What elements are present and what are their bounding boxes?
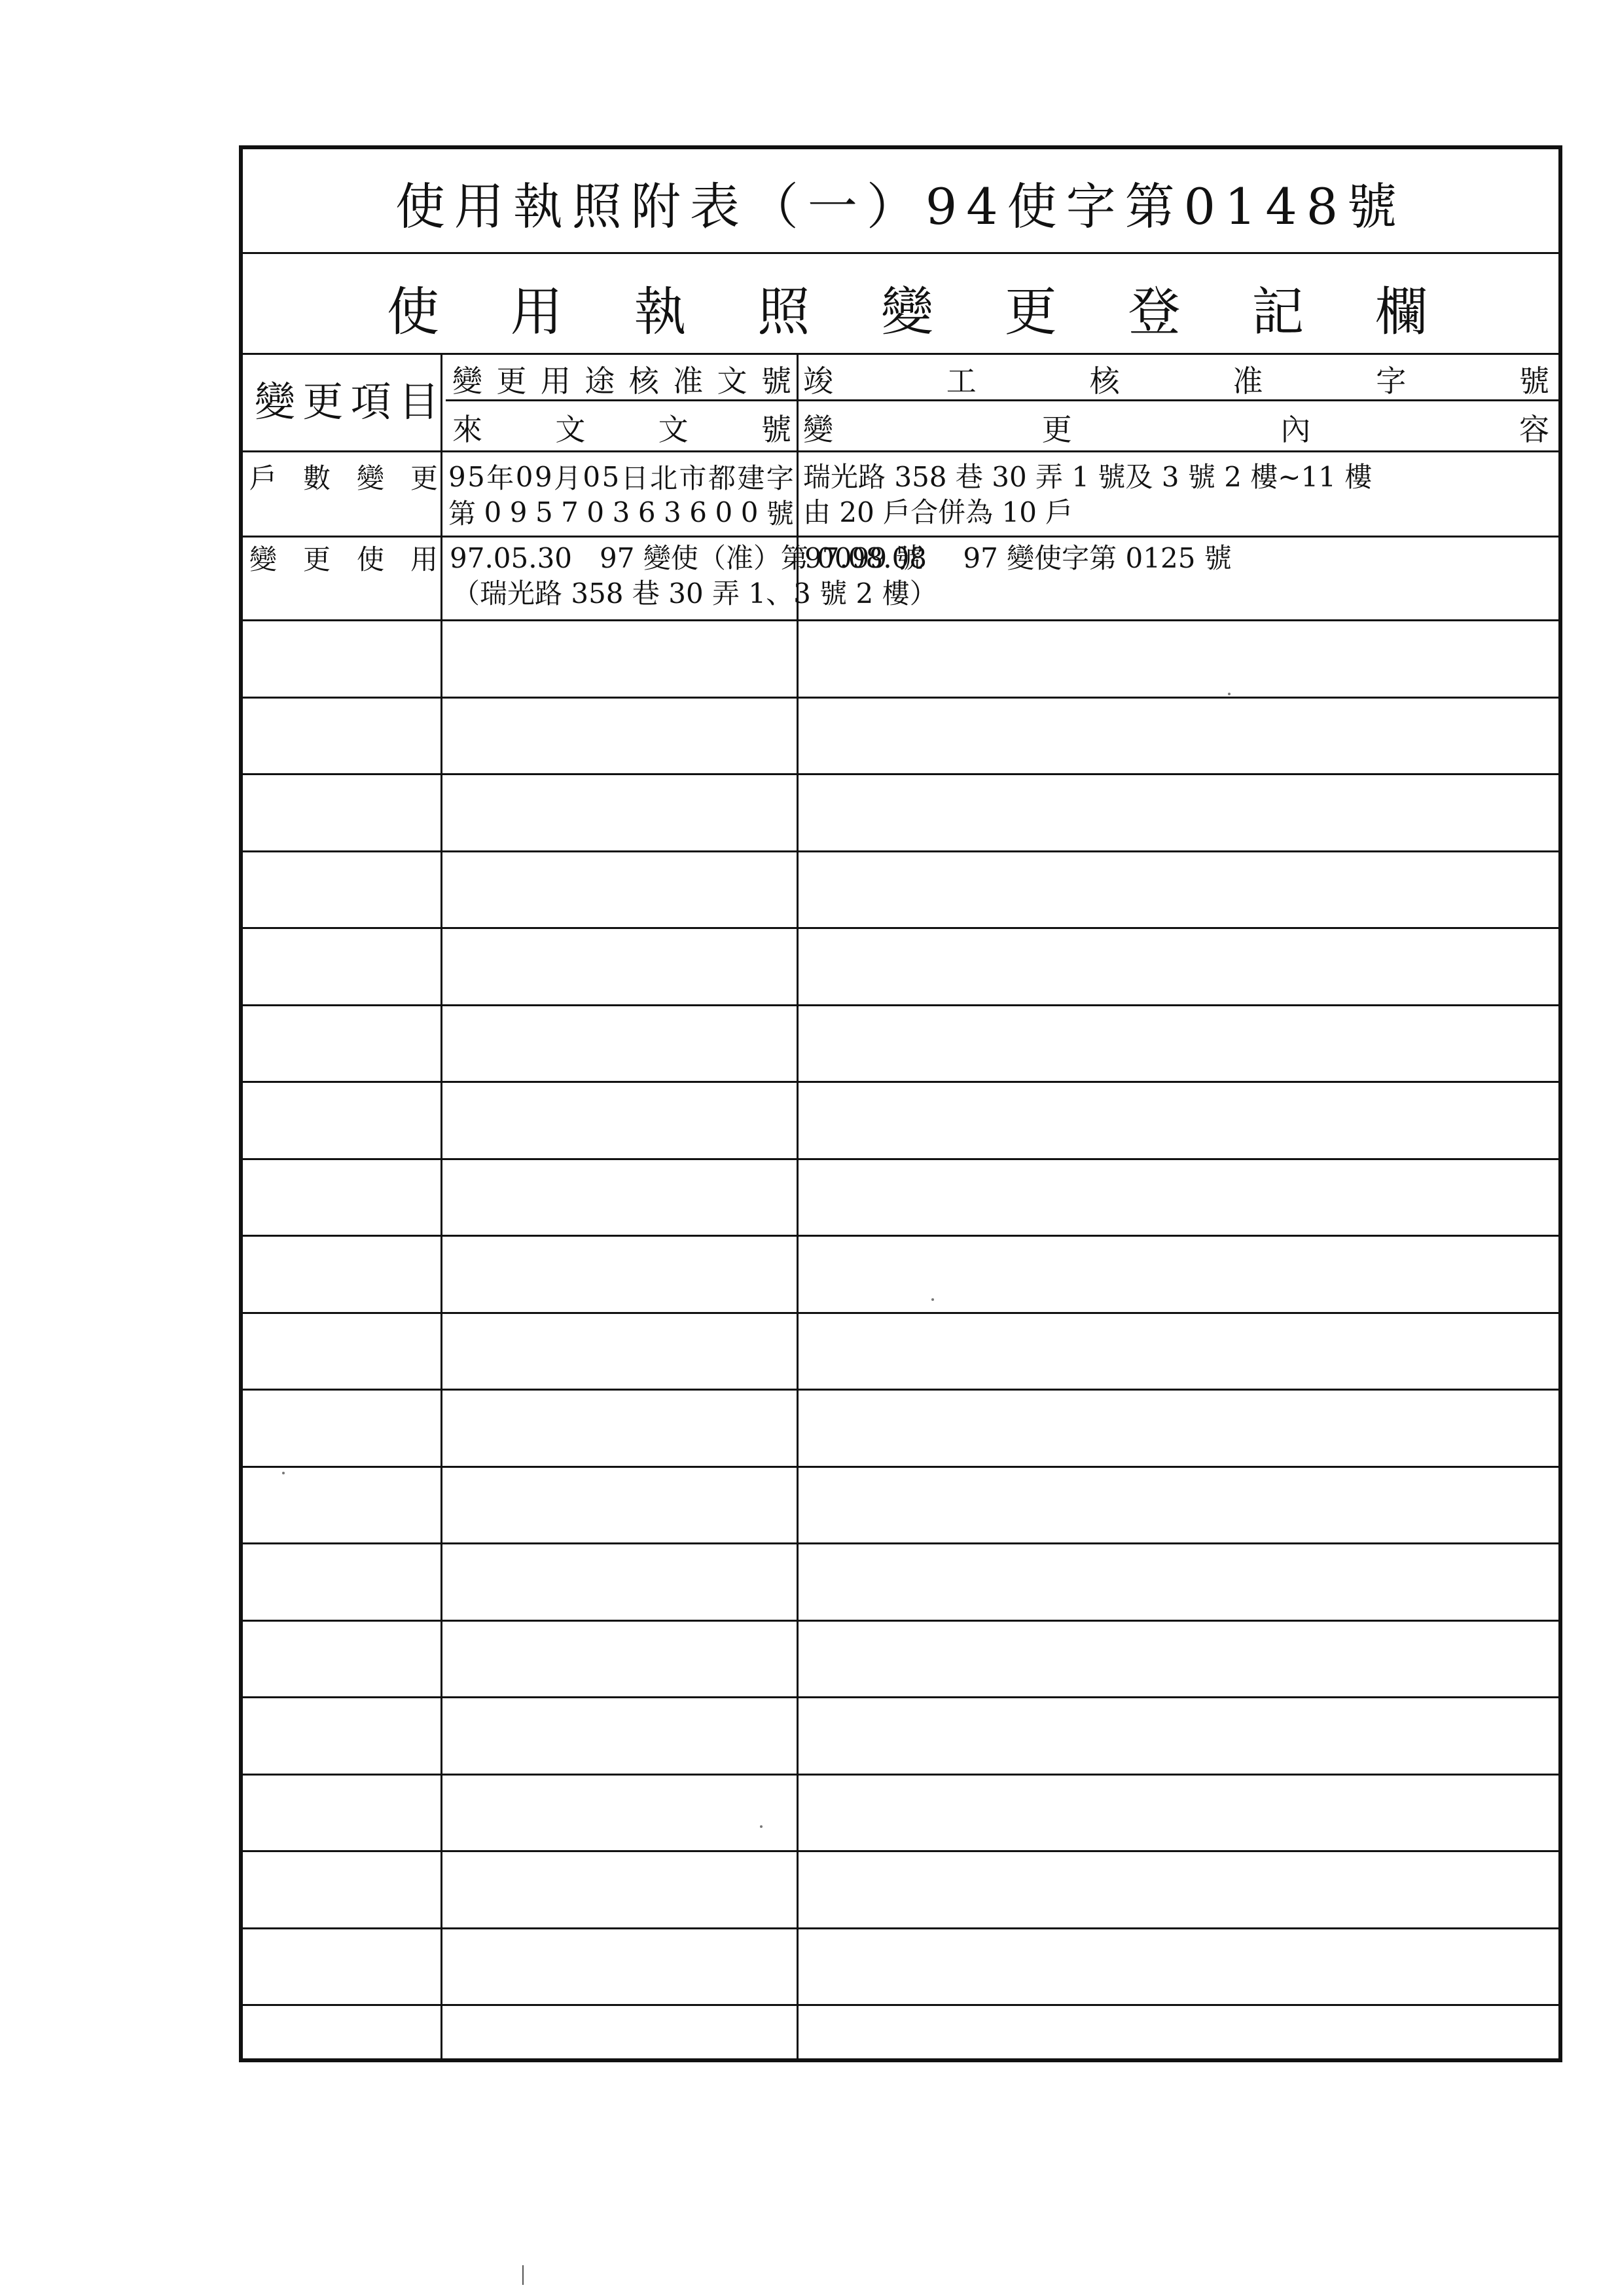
char: 更: [410, 462, 438, 494]
char: 登: [1128, 281, 1181, 342]
scan-speck: [760, 1825, 763, 1828]
row-content-line1: 瑞光路 358 巷 30 弄 1 號及 3 號 2 樓~11 樓: [803, 461, 1373, 493]
char: 變: [249, 543, 278, 575]
char: 工: [946, 363, 977, 399]
char: 號: [761, 412, 791, 447]
row-content-line1: 97.08.08 97 變使字第 0125 號: [804, 542, 1232, 574]
char: 建: [737, 462, 765, 494]
row-divider: [243, 1542, 1558, 1544]
header-completion-no: [803, 363, 1549, 399]
char: 日: [620, 462, 649, 494]
char: 3: [664, 496, 681, 528]
char: 5: [602, 460, 620, 493]
row-divider: [243, 850, 1558, 852]
char: 月: [553, 462, 581, 494]
char: 號: [761, 363, 791, 399]
char: 途: [584, 363, 615, 399]
char: 第: [448, 498, 476, 530]
scan-speck: [931, 1298, 934, 1301]
char: 變: [255, 377, 296, 426]
row-divider: [243, 773, 1558, 775]
char: 欄: [1375, 281, 1428, 342]
row-divider: [243, 1389, 1558, 1391]
char: 9: [534, 460, 552, 493]
char: 字: [766, 462, 794, 494]
row-doc-line2: （瑞光路 358 巷 30 弄 1、3 號 2 樓）: [452, 577, 937, 610]
char: 變: [803, 412, 833, 447]
char: 目: [398, 377, 439, 426]
char: 0: [715, 496, 733, 528]
form-title: 使用執照附表（一）94使字第0148號: [395, 177, 1407, 236]
char: 0: [740, 496, 759, 528]
char: 容: [1519, 412, 1549, 447]
char: 文: [717, 363, 747, 399]
char: 內: [1280, 412, 1311, 447]
header-change-item: [255, 372, 439, 424]
row-divider: [243, 1927, 1558, 1929]
row-doc-line1: 97.05.30 97 變使（准）第 0099 號: [450, 542, 924, 574]
char: 號: [1519, 363, 1549, 399]
row-divider: [243, 1158, 1558, 1160]
row-doc-line2: [448, 496, 794, 530]
char: 照: [757, 281, 810, 342]
row-divider: [243, 1466, 1558, 1468]
row-doc-line1: [448, 460, 794, 494]
row-divider: [243, 1620, 1558, 1622]
row-divider: [243, 1312, 1558, 1314]
scan-speck: [282, 1472, 285, 1474]
char: 更: [1041, 412, 1072, 447]
column-divider: [440, 353, 442, 2058]
header-approval-doc-no: [452, 363, 791, 399]
divider: [243, 252, 1558, 254]
char: 字: [1376, 363, 1407, 399]
char: 更: [496, 363, 527, 399]
char: 用: [510, 281, 563, 342]
char: 用: [410, 543, 438, 575]
char: 記: [1251, 281, 1304, 342]
char: 9: [448, 460, 466, 493]
char: 變: [452, 363, 482, 399]
char: 6: [689, 496, 707, 528]
row-divider: [243, 1774, 1558, 1776]
char: 變: [881, 281, 933, 342]
char: 文: [555, 412, 586, 447]
form-subtitle: [387, 278, 1428, 342]
row-item: [249, 543, 438, 575]
char: 用: [540, 363, 571, 399]
char: 戶: [249, 462, 278, 494]
char: 都: [708, 462, 736, 494]
char: 使: [356, 543, 384, 575]
char: 更: [1004, 281, 1057, 342]
registration-form: [239, 145, 1562, 2062]
char: 北: [650, 462, 678, 494]
row-item: [249, 462, 438, 494]
char: 更: [302, 377, 344, 426]
char: 更: [302, 543, 331, 575]
row-divider: [243, 697, 1558, 699]
char: 6: [638, 496, 656, 528]
scan-speck: [1228, 693, 1231, 695]
char: 變: [356, 462, 384, 494]
char: 0: [484, 496, 502, 528]
row-divider: [243, 1696, 1558, 1698]
char: 5: [535, 496, 553, 528]
scan-mark: [522, 2265, 524, 2285]
char: 項: [350, 377, 391, 426]
char: 准: [1232, 363, 1263, 399]
row-divider: [243, 1850, 1558, 1852]
char: 號: [766, 498, 794, 530]
char: 准: [673, 363, 704, 399]
char: 核: [628, 363, 659, 399]
char: 5: [467, 460, 485, 493]
char: 年: [486, 462, 514, 494]
row-divider: [243, 927, 1558, 929]
row-content-line2: 由 20 戶合併為 10 戶: [803, 496, 1073, 528]
char: 竣: [803, 363, 833, 399]
char: 來: [452, 412, 482, 447]
row-divider: [243, 1235, 1558, 1237]
char: 0: [586, 496, 605, 528]
char: 9: [509, 496, 528, 528]
char: 3: [612, 496, 630, 528]
char: 數: [302, 462, 331, 494]
header-incoming-doc-no: [452, 411, 791, 447]
divider: [446, 399, 1558, 401]
char: 文: [658, 412, 689, 447]
row-divider: [243, 2004, 1558, 2006]
header-change-content: [803, 411, 1549, 447]
char: 0: [515, 460, 533, 493]
row-divider: [243, 1081, 1558, 1083]
char: 7: [561, 496, 579, 528]
row-divider: [243, 1004, 1558, 1006]
char: 核: [1089, 363, 1120, 399]
char: 市: [679, 462, 707, 494]
char: 0: [583, 460, 601, 493]
column-divider: [797, 353, 799, 2058]
char: 使: [387, 281, 439, 342]
char: 執: [634, 281, 687, 342]
